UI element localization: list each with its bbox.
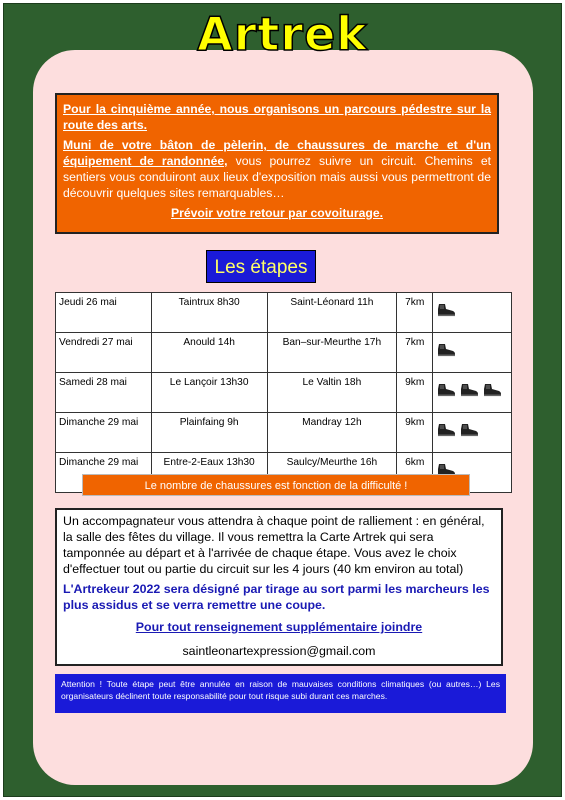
stage-distance: 7km (397, 293, 433, 333)
intro-box (55, 93, 499, 234)
stage-end: Le Valtin 18h (267, 373, 397, 413)
intro-line-2 (63, 137, 491, 201)
stage-difficulty (433, 293, 512, 333)
stages-table (55, 292, 512, 493)
stage-start: Taintrux 8h30 (151, 293, 267, 333)
intro-line-1: Pour la cinquième année, nous organisons un parcours pédestre sur la route des arts. (63, 102, 491, 132)
intro-equipment: Muni de votre bâton de pèlerin, de chaussures de marche et d'un équipement de randonnée, (63, 138, 491, 168)
stage-end: Mandray 12h (267, 413, 397, 453)
hiking-boot-icon (459, 383, 479, 400)
stage-start: Entre-2-Eaux 13h30 (151, 453, 267, 493)
stage-day: Vendredi 27 mai (56, 333, 152, 373)
hiking-boot-icon (436, 303, 456, 320)
hiking-boot-icon (436, 343, 456, 360)
artrekeur-paragraph: L'Artrekeur 2022 sera désigné par tirage au sort parmi les marcheurs les plus assidus et se verra remettre une coupe. (63, 582, 490, 612)
difficulty-note: Le nombre de chaussures est fonction de la difficulté ! (82, 474, 470, 496)
stage-end: Saint-Léonard 11h (267, 293, 397, 333)
info-paragraph: Un accompagnateur vous attendra à chaque point de ralliement : en général, la salle des fêtes du village. Il vous remettra la Carte Artrek qui sera tamponnée au départ et à l'arrivée de chaque étape. Vous avez le choix d'effectuer tout ou partie du circuit sur les 4 jours (40 km environ au total) (63, 514, 485, 576)
attention-note: Attention ! Toute étape peut être annulée en raison de mauvaises conditions climatiques (ou autres…) Les organisateurs déclinent toute responsabilité pour tout risque subi durant ces marches. (55, 674, 506, 713)
stage-day: Dimanche 29 mai (56, 413, 152, 453)
stage-row (56, 413, 512, 453)
stage-row (56, 293, 512, 333)
stage-row (56, 333, 512, 373)
stage-start: Plainfaing 9h (151, 413, 267, 453)
info-box (55, 508, 503, 666)
stage-end: Saulcy/Meurthe 16h (267, 453, 397, 493)
poster-title: Artrek (197, 7, 368, 61)
contact-label: Pour tout renseignement supplémentaire joindre (135, 620, 423, 634)
hiking-boot-icon (459, 423, 479, 440)
stage-distance: 7km (397, 333, 433, 373)
hiking-boot-icon (436, 423, 456, 440)
contact-email[interactable]: saintleonartexpression@gmail.com (182, 644, 376, 658)
intro-circuit: vous pourrez suivre un circuit. Chemins et sentiers vous conduiront aux lieux d'exposition mais aussi vous permettront de découvrir quelques sites remarquables… (63, 154, 491, 200)
stage-day: Samedi 28 mai (56, 373, 152, 413)
stage-difficulty (433, 373, 512, 413)
stage-start: Le Lançoir 13h30 (151, 373, 267, 413)
hiking-boot-icon (436, 383, 456, 400)
stage-row (56, 373, 512, 413)
stages-heading: Les étapes (206, 250, 316, 283)
stage-end: Ban–sur-Meurthe 17h (267, 333, 397, 373)
stage-distance: 6km (397, 453, 433, 493)
intro-covoiturage: Prévoir votre retour par covoiturage. (171, 206, 383, 220)
hiking-boot-icon (482, 383, 502, 400)
stage-difficulty (433, 413, 512, 453)
stage-distance: 9km (397, 413, 433, 453)
stage-day: Dimanche 29 mai (56, 453, 152, 493)
stage-start: Anould 14h (151, 333, 267, 373)
stage-difficulty (433, 333, 512, 373)
stage-day: Jeudi 26 mai (56, 293, 152, 333)
stage-distance: 9km (397, 373, 433, 413)
